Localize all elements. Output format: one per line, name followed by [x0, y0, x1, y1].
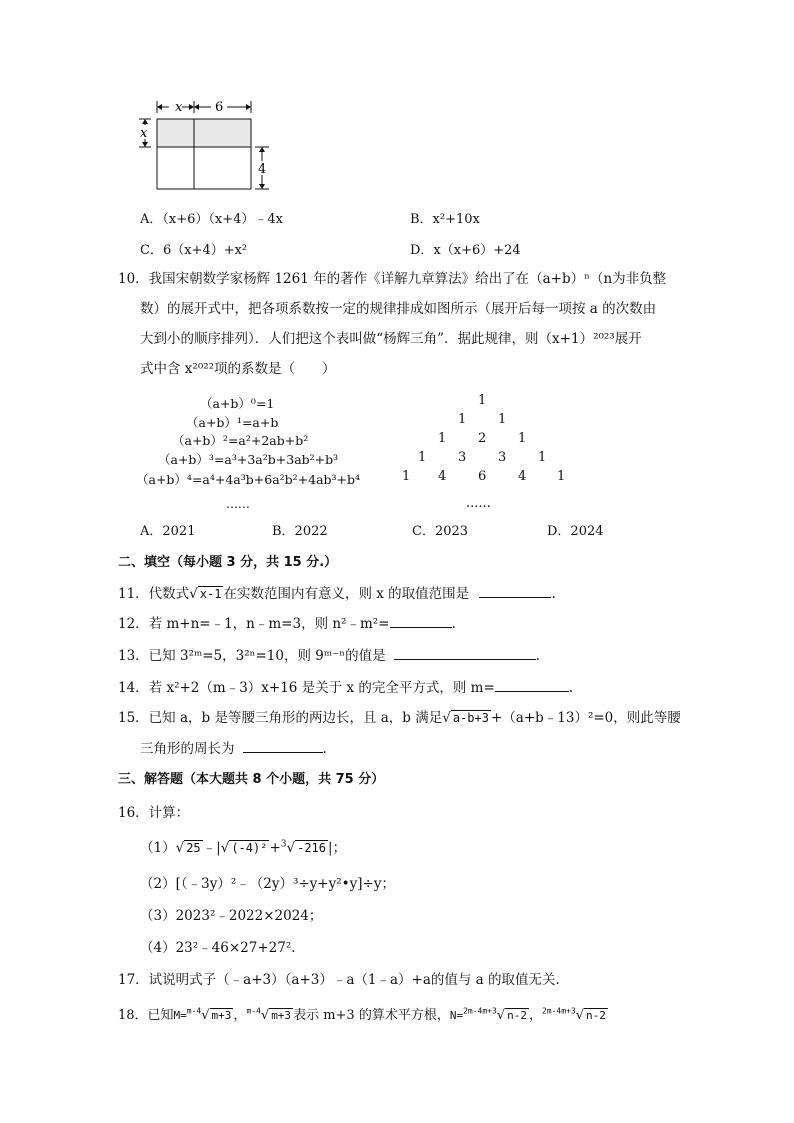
radical-sign: √	[260, 1008, 270, 1023]
q14-answer-blank	[495, 677, 569, 692]
triangle-number: 1	[518, 431, 527, 446]
q11-answer-blank	[479, 583, 551, 598]
triangle-number: 4	[438, 469, 447, 484]
label-x-left: x	[140, 126, 148, 141]
expansion-0: （a+b）⁰=1	[200, 396, 275, 411]
q16-p1-label: （1）	[140, 840, 176, 856]
triangle-number: 1	[438, 431, 447, 446]
triangle-number: 1	[418, 450, 427, 465]
triangle-number: 6	[478, 469, 487, 484]
question-18	[118, 1004, 608, 1023]
q18-m-index: m-4	[186, 1006, 202, 1016]
expansion-2: （a+b）²=a²+2ab+b²	[172, 433, 309, 448]
q16-p1-plus: +	[269, 840, 281, 856]
triangle-number: 1	[478, 393, 487, 408]
q12-text: 12．若 m+n=﹣1，n﹣m=3，则 n²﹣m²=	[118, 616, 390, 632]
expansion-4: （a+b）⁴=a⁴+4a³b+6a²b²+4ab³+b⁴	[136, 472, 361, 487]
q18-sep: ，	[233, 1008, 247, 1023]
q18-n-index: 2m-4m+3	[463, 1006, 497, 1016]
triangle-number: 1	[498, 412, 507, 427]
q11-post: 在实数范围内有意义，则 x 的取值范围是	[223, 586, 470, 602]
q14-text: 14．若 x²+2（m﹣3）x+16 是关于 x 的完全平方式，则 m=	[118, 680, 495, 696]
q10-option-b: B．2022	[272, 524, 328, 539]
triangle-number: 1	[557, 469, 566, 484]
q15-radicand: a-b+3	[452, 711, 489, 725]
q16-p1-radicand-3: -216	[297, 841, 327, 855]
q9-option-b: B．x²+10x	[410, 212, 480, 227]
radical-sign: √	[496, 1008, 506, 1023]
triangle-number: 3	[498, 450, 507, 465]
q15-line2-text: 三角形的周长为	[140, 741, 235, 757]
area-diagram	[135, 95, 275, 195]
q15-answer-blank	[243, 738, 323, 753]
q10-option-a: A．2021	[140, 524, 196, 539]
q16-p1-root-index: 3	[280, 839, 287, 850]
question-12: 12．若 m+n=﹣1，n﹣m=3，则 n²﹣m²= .	[118, 612, 456, 632]
q18-m-radicand-2: m+3	[271, 1009, 292, 1022]
q16-p1-mid: ﹣|	[202, 840, 221, 856]
question-15-line2: 三角形的周长为 .	[140, 737, 327, 757]
q9-option-c: C．6（x+4）+x²	[140, 243, 248, 258]
triangle-number: 4	[518, 469, 527, 484]
triangle-number: 3	[458, 450, 467, 465]
q18-n-eq: N=	[449, 1009, 464, 1022]
radical-sign: √	[175, 840, 185, 856]
q18-m-index-2: m-4	[246, 1006, 261, 1016]
question-14: 14．若 x²+2（m﹣3）x+16 是关于 x 的完全平方式，则 m= .	[118, 676, 573, 696]
q10-line2: 数）的展开式中，把各项系数按一定的规律排成如图所示（展开后每一项按 a 的次数由	[140, 301, 657, 317]
label-6: 6	[215, 100, 224, 115]
triangle-number: 1	[538, 450, 547, 465]
radical-sign: √	[286, 840, 296, 856]
question-17: 17．试说明式子（﹣a+3）（a+3）﹣a（1﹣a）+a的值与 a 的取值无关.	[118, 972, 560, 988]
triangle-number: 1	[458, 412, 467, 427]
q18-m-radicand: m+3	[211, 1009, 232, 1022]
label-x-top: x	[175, 100, 183, 115]
triangle-number: 2	[478, 431, 487, 446]
q11-radicand: x-1	[199, 587, 222, 601]
q15-post: +（a+b﹣13）²=0，则此等腰	[490, 710, 681, 726]
question-11: 11．代数式√ x-1 在实数范围内有意义，则 x 的取值范围是 .	[118, 582, 556, 602]
label-4: 4	[258, 162, 267, 177]
triangle-number: 1	[402, 469, 411, 484]
section-2-heading: 二、填空（每小题 3 分，共 15 分.）	[118, 555, 338, 570]
q9-option-d: D．x（x+6）+24	[410, 243, 521, 258]
q18-sep-2: ，	[528, 1008, 542, 1023]
expansion-3: （a+b）³=a³+3a²b+3ab²+b³	[158, 452, 339, 467]
q15-pre: 15．已知 a，b 是等腰三角形的两边长，且 a，b 满足	[118, 710, 443, 726]
q16-p1-radicand-2: (-4)²	[231, 841, 268, 855]
q10-line3: 大到小的顺序排列）．人们把这个表叫做“杨辉三角”．据此规律，则（x+1）²⁰²³展开	[140, 331, 642, 347]
q12-answer-blank	[390, 613, 452, 628]
q16-part-3: （3）2023²﹣2022×2024；	[140, 908, 323, 924]
q10-option-d: D．2024	[547, 524, 604, 539]
radical-sign: √	[189, 586, 198, 602]
q10-line1: 10．我国宋朝数学家杨辉 1261 年的著作《详解九章算法》给出了在（a+b）ⁿ（n为非负整	[118, 271, 667, 287]
q18-mid: 表示 m+3 的算术平方根，	[293, 1008, 450, 1023]
q16-p1-end: |；	[328, 840, 347, 856]
q10-option-c: C．2023	[412, 524, 469, 539]
expansion-1: （a+b）¹=a+b	[186, 415, 279, 430]
q9-option-a: A．（x+6）（x+4）﹣4x	[140, 212, 283, 227]
q16-part-4: （4）23²﹣46×27+27².	[140, 940, 296, 956]
q18-pre: 18．已知	[118, 1008, 174, 1023]
radical-sign: √	[442, 710, 451, 726]
q13-answer-blank	[394, 645, 536, 660]
expansion-dots: ......	[226, 496, 250, 511]
radical-sign: √	[575, 1008, 584, 1023]
q18-n-radicand-2: n-2	[586, 1009, 606, 1022]
triangle-dots: ......	[466, 496, 491, 511]
q11-pre: 11．代数式	[118, 586, 190, 602]
q18-n-radicand: n-2	[507, 1009, 527, 1022]
q18-m-eq: M=	[173, 1009, 187, 1022]
q13-text: 13．已知 3²ᵐ=5，3²ⁿ=10，则 9ᵐ⁻ⁿ的值是	[118, 648, 386, 664]
section-3-heading: 三、解答题（本大题共 8 个小题，共 75 分）	[118, 772, 385, 787]
q16-title: 16．计算：	[118, 805, 190, 821]
radical-sign: √	[201, 1008, 210, 1023]
q10-line4: 式中含 x²⁰²²项的系数是（ ）	[140, 361, 336, 377]
q16-part-1	[140, 836, 346, 856]
question-15	[118, 706, 681, 726]
q16-p1-radicand-1: 25	[186, 841, 201, 855]
radical-sign: √	[220, 840, 230, 856]
q18-n-index-2: 2m-4m+3	[541, 1006, 576, 1016]
q16-part-2: （2）[（﹣3y）²﹣（2y）³÷y+y²•y]÷y；	[140, 876, 395, 892]
question-13: 13．已知 3²ᵐ=5，3²ⁿ=10，则 9ᵐ⁻ⁿ的值是 .	[118, 644, 540, 664]
